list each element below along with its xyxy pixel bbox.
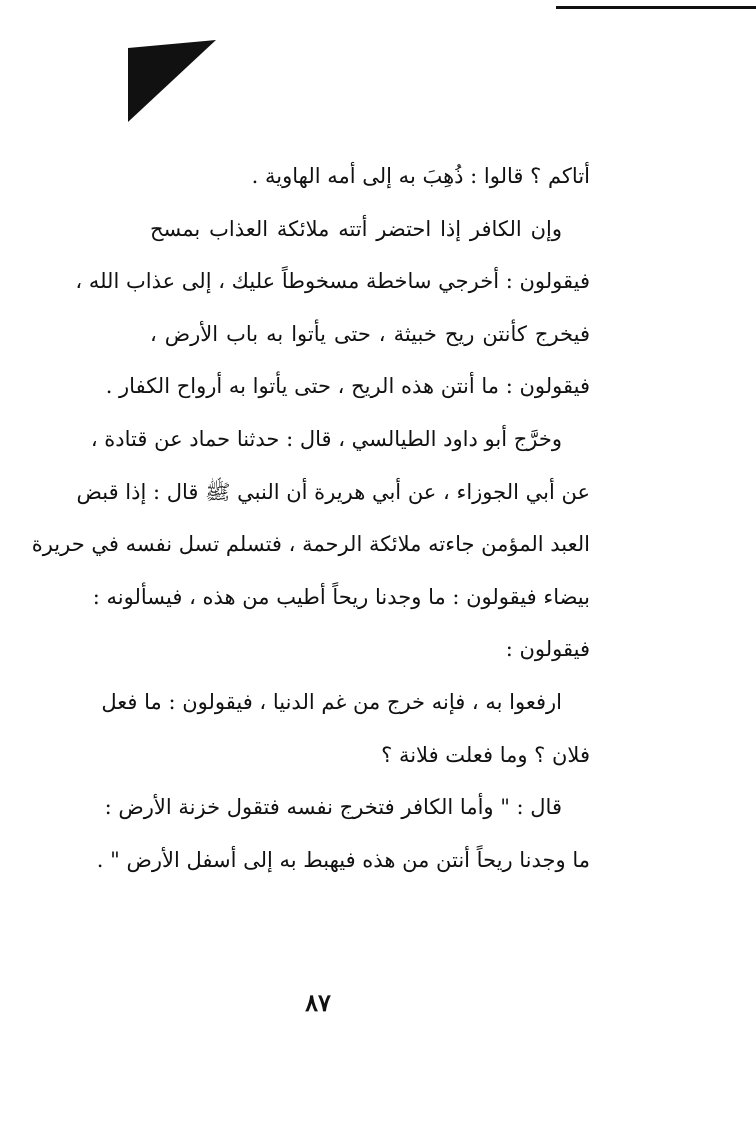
text-line: فيخرج كأنتن ريح خبيثة ، حتى يأتوا به باب الأرض ، [150,321,590,346]
text-line: وإن الكافر إذا احتضر أتته ملائكة العذاب بمسح [150,216,562,241]
body-text [31,150,590,886]
text-line: ارفعوا به ، فإنه خرج من غم الدنيا ، فيقولون : ما فعل [101,689,562,714]
text-line: فيقولون : ما أنتن هذه الريح ، حتى يأتوا به أرواح الكفار . [105,374,590,399]
text-line: فيقولون : [505,637,590,662]
top-rule [556,6,756,9]
text-line: قال : " وأما الكافر فتخرج نفسه فتقول خزنة الأرض : [104,795,562,820]
text-line: أتاكم ؟ قالوا : ذُهِبَ به إلى أمه الهاوية . [251,164,590,188]
text-line: عن أبي الجوزاء ، عن أبي هريرة أن النبي ﷺ قال : إذا قبض [76,479,590,504]
text-line: فلان ؟ وما فعلت فلانة ؟ [381,742,590,767]
text-line: ما وجدنا ريحاً أنتن من هذه فيهبط به إلى أسفل الأرض " . [96,847,590,872]
text-line: وخرَّج أبو داود الطيالسي ، قال : حدثنا حماد عن قتادة ، [90,426,562,451]
text-line: بيضاء فيقولون : ما وجدنا ريحاً أطيب من هذه ، فيسألونه : [92,584,590,609]
text-line: فيقولون : أخرجي ساخطة مسخوطاً عليك ، إلى عذاب الله ، [75,269,590,294]
page-number: ٨٧ [305,988,331,1017]
text-line: العبد المؤمن جاءته ملائكة الرحمة ، فتسلم تسل نفسه في حريرة [31,532,590,557]
